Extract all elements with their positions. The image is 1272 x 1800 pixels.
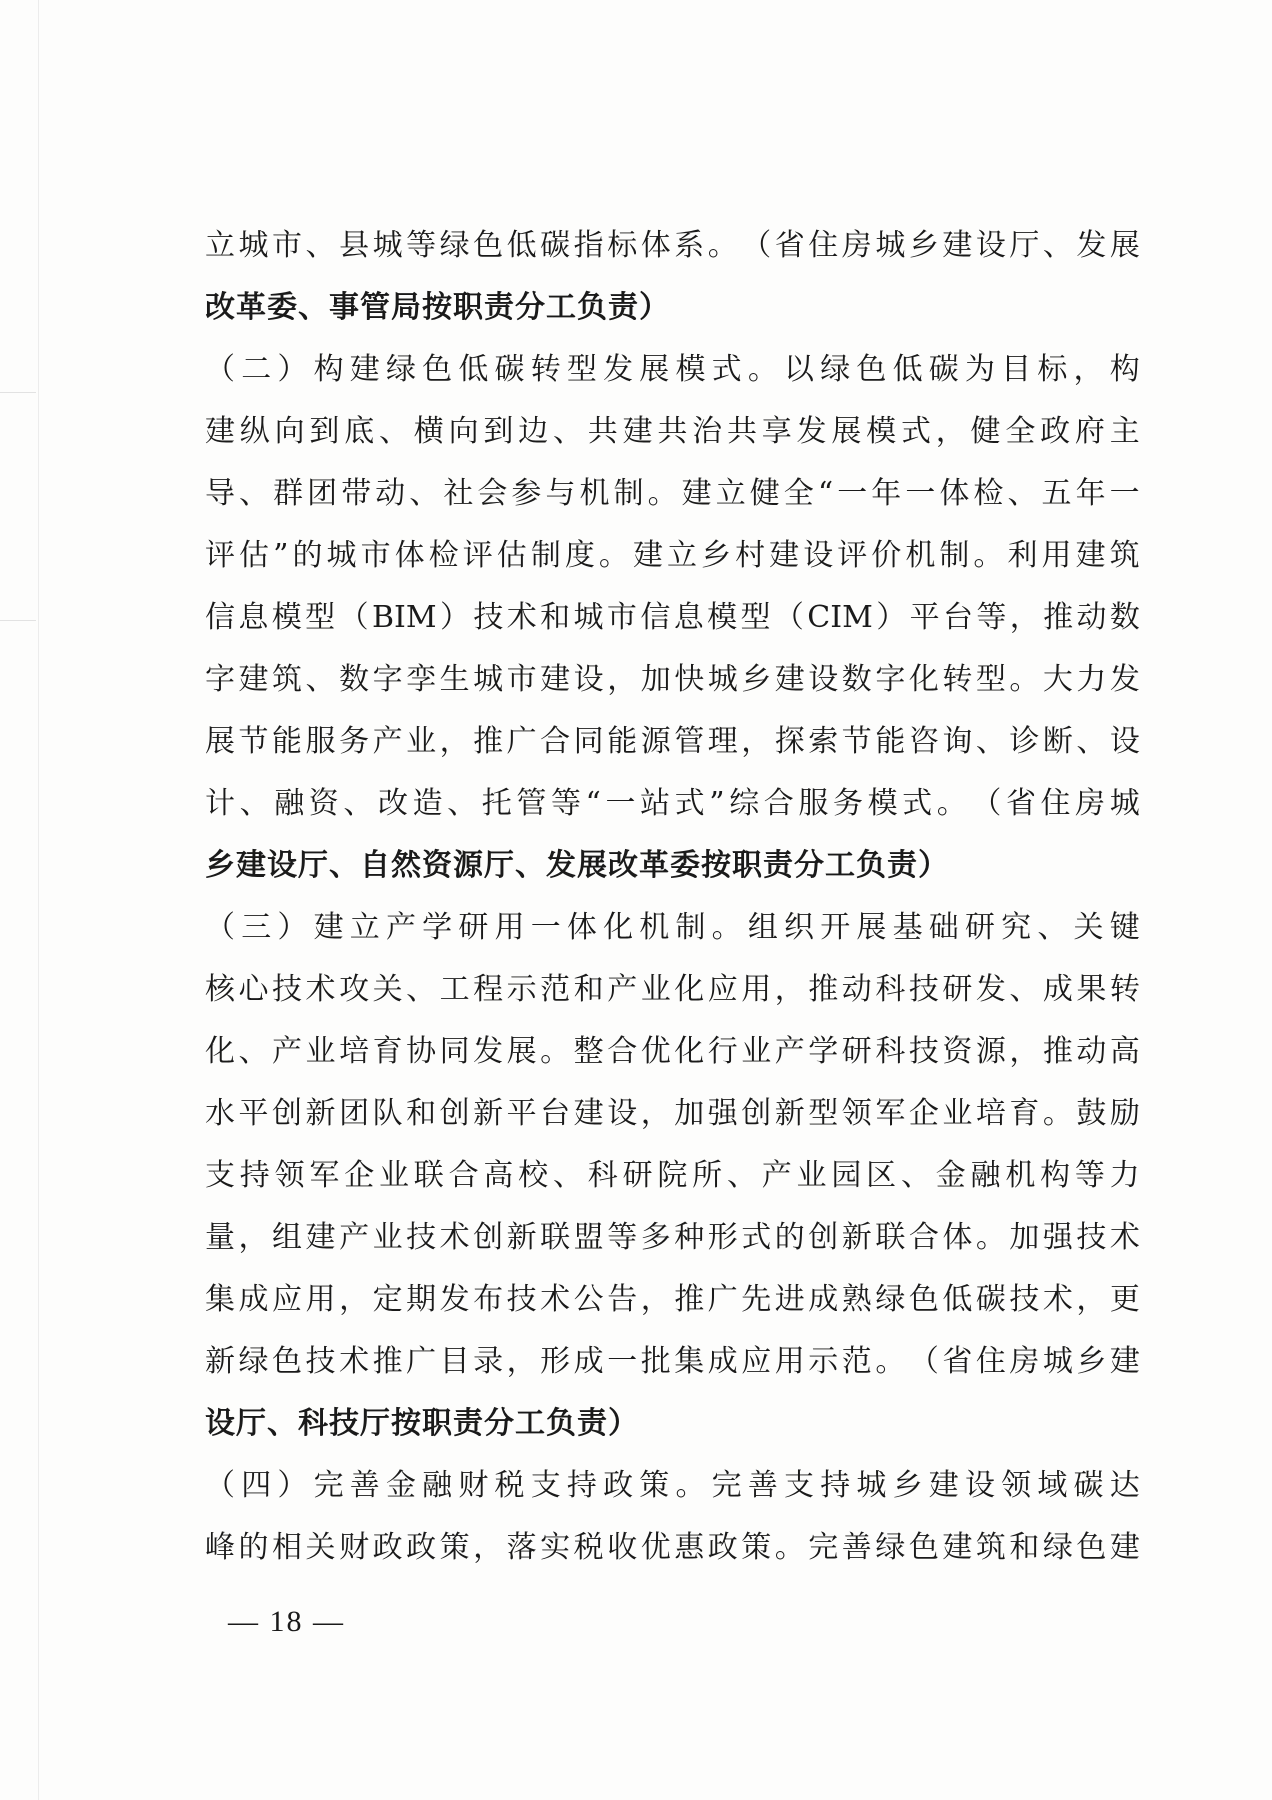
line-text: 立 城 市 、 县 城 等 绿 色 低 碳 指 标 体 系 。 （ 省 住 房 城 乡 建 设 厅 、 发 展 [205,228,1140,263]
line-text: 量 ， 组 建 产 业 技 术 创 新 联 盟 等 多 种 形 式 的 创 新 联 合 体 。 加 强 技 术 [205,1220,1140,1255]
section-heading-3: （ 三 ） 建 立 产 学 研 用 一 体 化 机 制 。 组 织 开 展 基 础 研 究 、 关 键 [205,910,1140,945]
text-line [205,711,1140,773]
text-line [205,649,1140,711]
text-line [205,1083,1140,1145]
body-text [205,215,1140,1579]
text-line [205,773,1140,835]
text-line [205,1021,1140,1083]
text-line [205,463,1140,525]
line-text: 字 建 筑 、 数 字 孪 生 城 市 建 设 ， 加 快 城 乡 建 设 数 字 化 转 型 。 大 力 发 [205,662,1140,697]
line-text: 峰 的 相 关 财 政 政 策 ， 落 实 税 收 优 惠 政 策 。 完 善 绿 色 建 筑 和 绿 色 建 [205,1530,1140,1565]
line-text: 化 、 产 业 培 育 协 同 发 展 。 整 合 优 化 行 业 产 学 研 科 技 资 源 ， 推 动 高 [205,1034,1140,1069]
line-text: 计 、 融 资 、 改 造 、 托 管 等 “ 一 站 式 ” 综 合 服 务 模 式 。 （ 省 住 房 城 [205,786,1140,821]
text-line [205,215,1140,277]
text-line [205,835,1140,897]
section-heading-2: （ 二 ） 构 建 绿 色 低 碳 转 型 发 展 模 式 。 以 绿 色 低 碳 为 目 标 ， 构 [205,352,1140,387]
line-text: 集 成 应 用 ， 定 期 发 布 技 术 公 告 ， 推 广 先 进 成 熟 绿 色 低 碳 技 术 ， 更 [205,1282,1140,1317]
line-text: 支 持 领 军 企 业 联 合 高 校 、 科 研 院 所 、 产 业 园 区 、 金 融 机 构 等 力 [205,1158,1140,1193]
responsibility-note: 改革委、事管局按职责分工负责） [205,290,670,325]
text-line [205,525,1140,587]
section-heading-4: （ 四 ） 完 善 金 融 财 税 支 持 政 策 。 完 善 支 持 城 乡 建 设 领 域 碳 达 [205,1468,1140,1503]
line-text: 核 心 技 术 攻 关 、 工 程 示 范 和 产 业 化 应 用 ， 推 动 科 技 研 发 、 成 果 转 [205,972,1140,1007]
line-text: 信 息 模 型 （ BIM ） 技 术 和 城 市 信 息 模 型 （ CIM ） 平 台 等 ， 推 动 数 [205,600,1140,635]
text-line [205,401,1140,463]
scan-edge [38,0,39,1800]
line-text: 新 绿 色 技 术 推 广 目 录 ， 形 成 一 批 集 成 应 用 示 范 。 （ 省 住 房 城 乡 建 [205,1344,1140,1379]
line-text: 水 平 创 新 团 队 和 创 新 平 台 建 设 ， 加 强 创 新 型 领 军 企 业 培 育 。 鼓 励 [205,1096,1140,1131]
text-line [205,897,1140,959]
line-text: 建 纵 向 到 底 、 横 向 到 边 、 共 建 共 治 共 享 发 展 模 式 ， 健 全 政 府 主 [205,414,1140,449]
margin-mark [0,620,36,621]
text-line [205,959,1140,1021]
text-line [205,1517,1140,1579]
line-text: 导 、 群 团 带 动 、 社 会 参 与 机 制 。 建 立 健 全 “ 一 年 一 体 检 、 五 年 一 [205,476,1140,511]
text-line [205,277,1140,339]
text-line [205,1145,1140,1207]
page-number: — 18 — [228,1605,345,1638]
margin-mark [0,392,36,393]
text-line [205,339,1140,401]
text-line [205,1455,1140,1517]
text-line [205,1331,1140,1393]
text-line [205,587,1140,649]
line-text: 评 估 ” 的 城 市 体 检 评 估 制 度 。 建 立 乡 村 建 设 评 价 机 制 。 利 用 建 筑 [205,538,1140,573]
text-line [205,1269,1140,1331]
responsibility-note: 乡建设厅、自然资源厅、发展改革委按职责分工负责） [205,848,949,883]
text-line [205,1393,1140,1455]
text-line [205,1207,1140,1269]
line-text: 展 节 能 服 务 产 业 ， 推 广 合 同 能 源 管 理 ， 探 索 节 能 咨 询 、 诊 断 、 设 [205,724,1140,759]
responsibility-note: 设厅、科技厅按职责分工负责） [205,1406,639,1441]
